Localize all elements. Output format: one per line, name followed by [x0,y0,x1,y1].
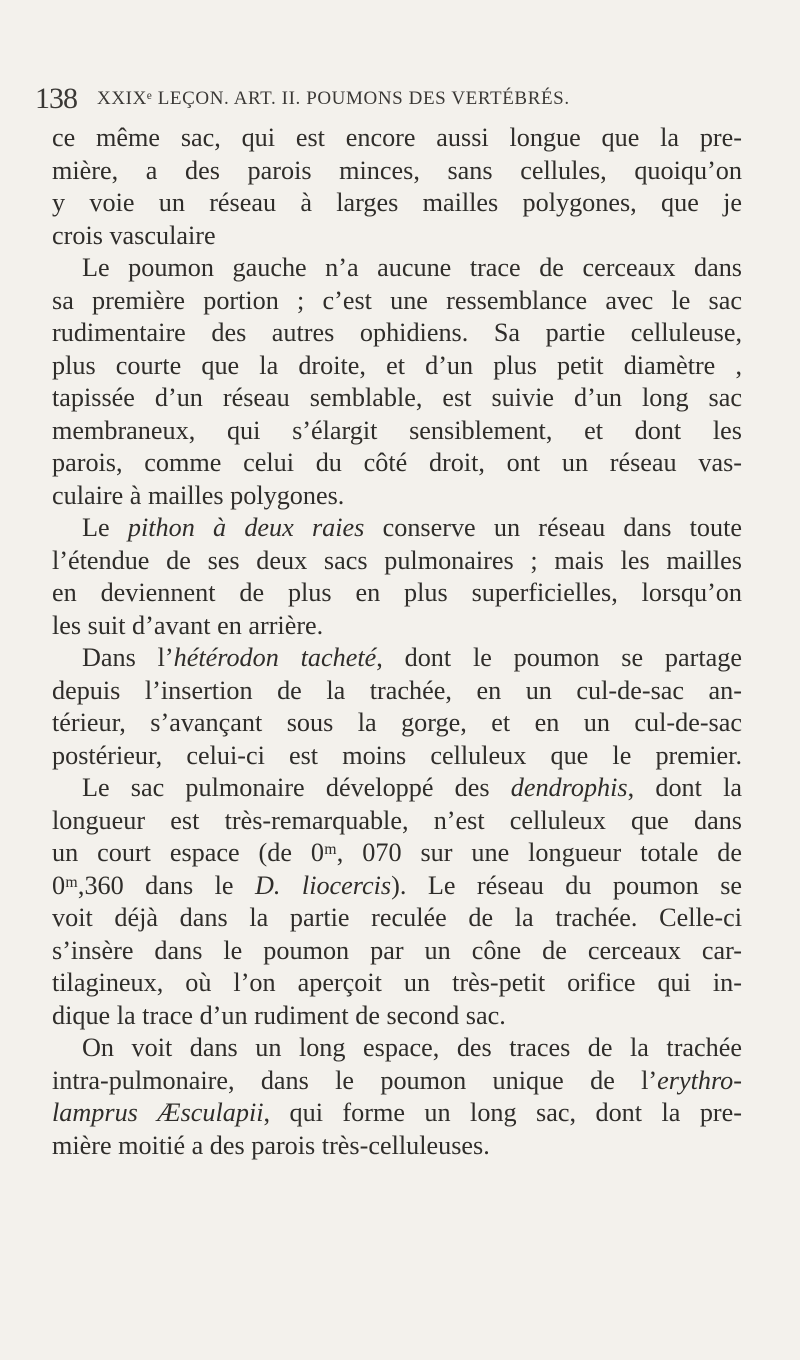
text-run: conserve un réseau dans toute [364,513,742,542]
text-line [52,805,742,838]
text-line [52,512,742,545]
text-run: , qui forme un long sac, dont la pre- [263,1098,742,1127]
page-header [35,82,735,122]
body-text [52,122,742,1162]
text-line [52,610,742,643]
text-run: en deviennent de plus en plus superficielles, lorsqu’on [52,578,742,607]
text-line [52,1065,742,1098]
text-line [52,545,742,578]
text-run: membraneux, qui s’élargit sensiblement, et dont les [52,415,742,445]
text-line [52,902,742,935]
italic-run: lamprus Æsculapii [52,1098,264,1127]
text-line [52,350,742,383]
text-line [52,155,742,188]
text-run: crois vasculaire [52,220,216,250]
text-run: Dans l’ [82,643,174,672]
running-head: XXIXᵉ LEÇON. ART. II. POUMONS DES VERTÉBRÉS. [97,88,570,109]
text-run: plus courte que la droite, et d’un plus petit diamètre , [52,350,742,380]
text-run: intra-pulmonaire, dans le poumon unique de l’ [52,1065,658,1095]
text-run: 0ᵐ,360 dans le [52,870,255,900]
text-line [52,1000,742,1033]
page-number: 138 [35,82,77,115]
text-run: depuis l’insertion de la trachée, en un cul-de-sac an- [52,675,742,705]
text-run: culaire à mailles polygones. [52,480,345,510]
text-run: Le [82,513,128,542]
text-run: tapissée d’un réseau semblable, est suivie d’un long sac [52,383,742,412]
text-run: voit déjà dans la partie reculée de la trachée. Celle-ci [52,903,742,932]
text-line [52,122,742,155]
text-run: parois, comme celui du côté droit, ont un réseau vas- [52,448,742,477]
text-line [52,675,742,708]
text-line [52,480,742,513]
text-run: mière moitié a des parois très-celluleuses. [52,1130,490,1160]
text-line [52,837,742,870]
text-run: y voie un réseau à larges mailles polygones, que je [52,188,742,217]
text-line [52,382,742,415]
italic-run: erythro- [657,1065,742,1095]
text-run: un court espace (de 0ᵐ, 070 sur une longueur totale de [52,838,742,867]
text-line [52,252,742,285]
text-line [52,772,742,805]
text-line [52,1130,742,1163]
italic-run: D. liocercis [255,870,392,900]
text-line [52,1032,742,1065]
italic-run: hétérodon tacheté [173,643,377,672]
text-run: dique la trace d’un rudiment de second sac. [52,1000,506,1030]
text-line [52,707,742,740]
text-run: On voit dans un long espace, des traces de la trachée [82,1033,742,1062]
text-run: Le poumon gauche n’a aucune trace de cerceaux dans [82,253,742,282]
text-run: , dont la [627,773,742,802]
text-run: ). Le réseau du poumon se [391,870,743,900]
text-run: les suit d’avant en arrière. [52,610,324,640]
text-run: tilagineux, où l’on aperçoit un très-petit orifice qui in- [52,968,742,997]
text-run: sa première portion ; c’est une ressemblance avec le sac [52,285,742,315]
text-run: rudimentaire des autres ophidiens. Sa partie celluleuse, [52,318,742,347]
text-line [52,285,742,318]
text-run: mière, a des parois minces, sans cellules, quoiqu’on [52,155,742,185]
text-line [52,220,742,253]
text-line [52,187,742,220]
text-line [52,415,742,448]
text-line [52,967,742,1000]
text-run: ce même sac, qui est encore aussi longue que la pre- [52,123,742,152]
text-run: , dont le poumon se partage [376,643,742,672]
text-line [52,317,742,350]
text-run: Le sac pulmonaire développé des [82,773,511,802]
text-line [52,870,742,903]
text-line [52,935,742,968]
text-run: l’étendue de ses deux sacs pulmonaires ; mais les mailles [52,545,742,575]
italic-run: dendrophis [510,773,628,802]
text-line [52,577,742,610]
text-line [52,740,742,773]
text-line [52,1097,742,1130]
text-line [52,642,742,675]
text-line [52,447,742,480]
italic-run: pithon à deux raies [127,513,365,542]
text-run: postérieur, celui-ci est moins celluleux que le premier. [52,740,742,770]
text-run: longueur est très-remarquable, n’est celluleux que dans [52,805,742,835]
text-run: térieur, s’avançant sous la gorge, et en un cul-de-sac [52,708,742,737]
text-run: s’insère dans le poumon par un cône de cerceaux car- [52,935,742,965]
